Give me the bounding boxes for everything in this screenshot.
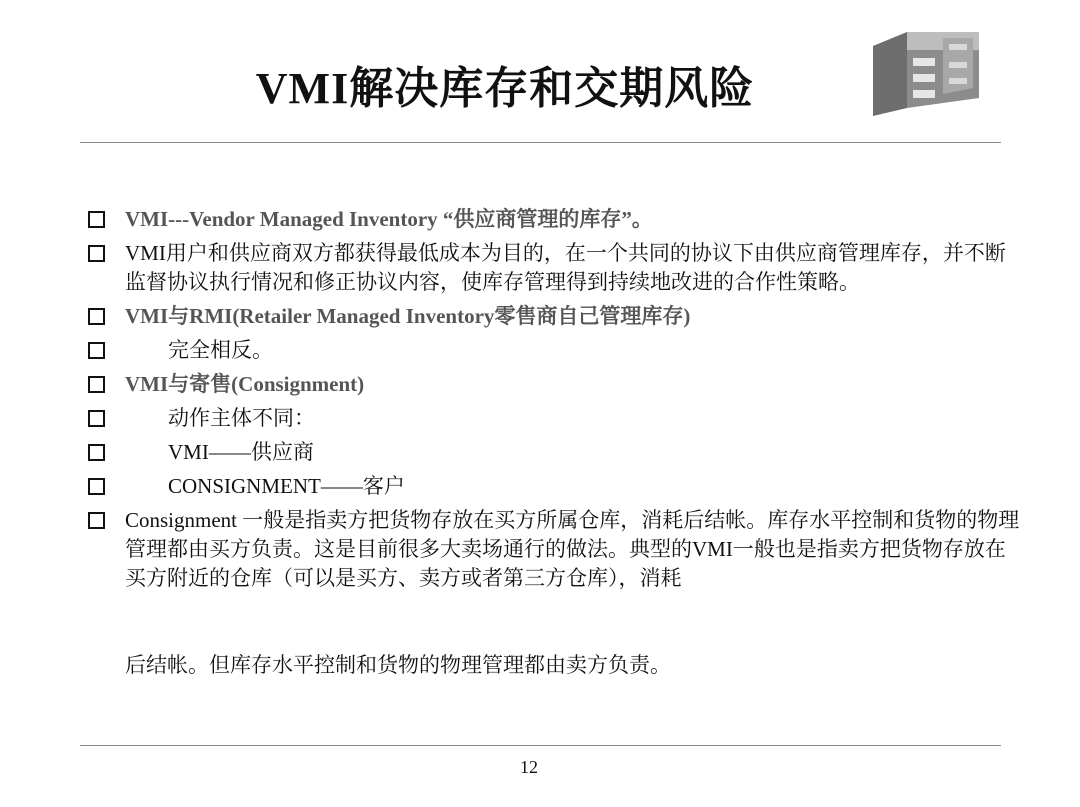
checkbox-square-icon [88,211,105,228]
list-item: Consignment 一般是指卖方把货物存放在买方所属仓库，消耗后结帐。库存水平控制和货物的物理管理都由买方负责。这是目前很多大卖场通行的做法。典型的VMI一般也是指卖方把货物存放在买方附近的仓库（可以是买方、卖方或者第三方仓库），消耗 [85,506,1025,593]
building-logo-icon [867,28,987,120]
list-item: 完全相反。 [85,336,1025,365]
list-item: VMI与RMI(Retailer Managed Inventory零售商自己管理库存) [85,302,1025,331]
checkbox-square-icon [88,444,105,461]
checkbox-square-icon [88,512,105,529]
page-number: 12 [520,757,538,777]
list-item: VMI与寄售(Consignment) [85,370,1025,399]
footer-divider [80,745,1001,746]
checkbox-square-icon [88,245,105,262]
checkbox-square-icon [88,342,105,359]
checkbox-square-icon [88,308,105,325]
list-item: 动作主体不同： [85,404,1025,433]
slide-title: VMI解决库存和交期风险 [255,64,755,113]
list-item: CONSIGNMENT——客户 [85,472,1025,501]
checkbox-square-icon [88,478,105,495]
list-item: VMI——供应商 [85,438,1025,467]
bullet-list [85,205,1025,598]
checkbox-square-icon [88,410,105,427]
title-divider [80,142,1001,143]
list-item: VMI用户和供应商双方都获得最低成本为目的，在一个共同的协议下由供应商管理库存，并不断监督协议执行情况和修正协议内容，使库存管理得到持续地改进的合作性策略。 [85,239,1025,297]
continuation-text: 后结帐。但库存水平控制和货物的物理管理都由卖方负责。 [125,653,671,677]
list-item: VMI---Vendor Managed Inventory “供应商管理的库存”。 [85,205,1025,234]
checkbox-square-icon [88,376,105,393]
